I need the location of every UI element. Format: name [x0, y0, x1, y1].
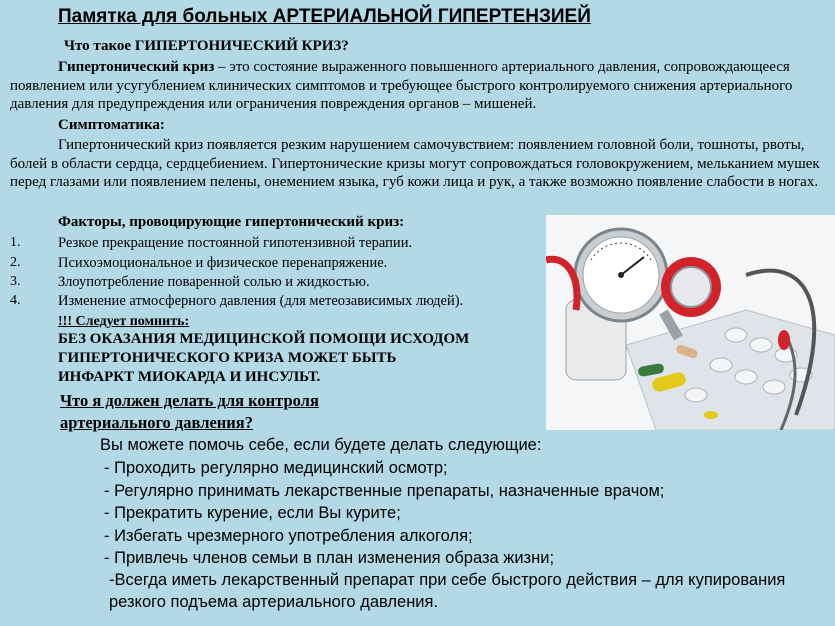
- warning-line: ГИПЕРТОНИЧЕСКОГО КРИЗА МОЖЕТ БЫТЬ: [58, 350, 397, 366]
- medical-illustration: [546, 215, 835, 430]
- factor-item: Изменение атмосферного давления (для метеозависимых людей).: [58, 293, 464, 309]
- control-item: - Прекратить курение, если Вы курите;: [104, 504, 401, 522]
- warning-line: ИНФАРКТ МИОКАРДА И ИНСУЛЬТ.: [58, 369, 321, 385]
- factor-number: 1.: [10, 235, 21, 250]
- factor-number: 2.: [10, 255, 21, 270]
- factor-item: Резкое прекращение постоянной гипотензивной терапии.: [58, 235, 413, 251]
- remember-label: !!! Следует помнить:: [58, 314, 190, 329]
- warning-line: БЕЗ ОКАЗАНИЯ МЕДИЦИНСКОЙ ПОМОЩИ ИСХОДОМ: [58, 331, 470, 347]
- factor-item: Психоэмоциональное и физическое перенапряжение.: [58, 255, 388, 271]
- control-item: - Регулярно принимать лекарственные препараты, назначенные врачом;: [104, 482, 665, 500]
- control-intro: Вы можете помочь себе, если будете делать следующие:: [100, 436, 542, 454]
- symptoms-paragraph: [10, 136, 828, 192]
- control-item: -Всегда иметь лекарственный препарат при себе быстрого действия – для купирования: [109, 571, 786, 589]
- definition-lead: Гипертонический криз: [58, 59, 215, 75]
- control-heading-2: артериального давления?: [60, 413, 253, 432]
- control-item: резкого подъема артериального давления.: [109, 593, 439, 611]
- factor-number: 3.: [10, 274, 21, 289]
- definition-text: – это состояние выраженного повышенного артериального давления, сопровождающееся появлением или усугублением клинических симптомов и требующее быстрого контролируемого снижения артериального давления для предупреждения или ограничения повреждения органов – мишеней.: [10, 59, 793, 112]
- question-heading: Что такое ГИПЕРТОНИЧЕСКИЙ КРИЗ?: [64, 38, 349, 54]
- control-item: - Проходить регулярно медицинский осмотр;: [104, 459, 448, 477]
- control-item: - Привлечь членов семьи в план изменения образа жизни;: [104, 549, 555, 567]
- symptoms-heading: Симптоматика:: [58, 117, 165, 133]
- definition-paragraph: [10, 58, 828, 114]
- symptoms-text: Гипертонический криз появляется резким нарушением самочувствием: появлением головной боли, тошноты, рвоты, болей в области сердца, сердцебиением. Гипертонические кризы могут сопровождаться головокружением, мельканием мушек перед глазами или появлением пелены, онемением языка, губ кожи лица и рук, а также возможно появление слабости в ногах.: [10, 137, 820, 190]
- control-item: - Избегать чрезмерного употребления алкоголя;: [104, 527, 473, 545]
- tonometer-stethoscope-pills-image: [546, 215, 835, 430]
- factors-heading: Факторы, провоцирующие гипертонический криз:: [58, 214, 405, 230]
- control-heading: Что я должен делать для контроля: [60, 391, 319, 410]
- page-title: Памятка для больных АРТЕРИАЛЬНОЙ ГИПЕРТЕНЗИЕЙ: [58, 6, 591, 27]
- factor-item: Злоупотребление поваренной солью и жидкостью.: [58, 274, 370, 290]
- factor-number: 4.: [10, 293, 21, 308]
